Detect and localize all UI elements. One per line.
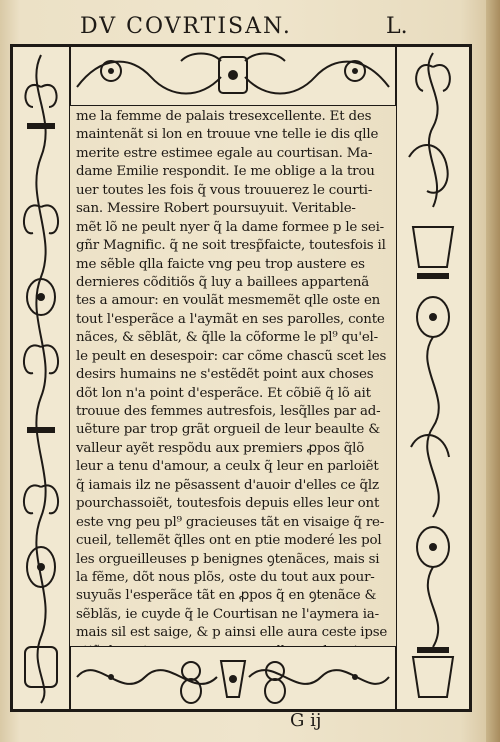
text-line: tes a amour: en voulãt mesmemẽt qlle oste en: [76, 293, 381, 309]
text-line: me sẽble qlla faicte vng peu trop austere es: [76, 256, 365, 272]
text-line: sẽblãs, ie cuyde q̃ le Courtisan ne l'aymera ia-: [76, 606, 379, 622]
top-scroll-ornament: [71, 47, 395, 105]
text-line: desirs humains ne s'estẽdẽt point aux choses: [76, 367, 374, 383]
text-line: leur a tenu d'amour, a ceulx q̃ leur en parloiẽt: [76, 459, 379, 475]
text-line: gñr Magnific. q̃ ne soit tresp̃faicte, toutesfois il: [76, 238, 386, 254]
bottom-putti-ornament: [71, 647, 395, 709]
text-line: uer toutes les fois q̃ vous trouuerez le courti-: [76, 182, 373, 198]
text-line: valleur ayẽt respõdu aux premiers ꝓpos q̃lõ: [76, 440, 365, 456]
running-header: DV COVRTISAN.: [80, 14, 292, 39]
left-vine-ornament: [13, 47, 69, 709]
text-line: merite estre estimee egale au courtisan. Ma-: [76, 145, 373, 161]
text-line: le peult en desespoir: car cõme chascũ scet les: [76, 348, 387, 364]
text-line: uẽture par trop grãt orgueil de leur beaulte &: [76, 422, 380, 438]
text-line: la fẽme, dõt nous plõs, oste du tout aux pour-: [76, 569, 375, 585]
text-line: les orgueilleuses p benignes ꝯtenãces, mais si: [76, 551, 380, 567]
text-line: este vng peu pl⁹ gracieuses tãt en visaige q̃ re-: [76, 514, 385, 530]
text-line: trouue des femmes autresfois, lesq̃lles par ad-: [76, 404, 381, 419]
page-edge: [486, 0, 500, 742]
text-line: cueil, tellemẽt q̃lles ont en ptie moderé les pol: [76, 533, 382, 549]
text-line: mẽt lõ ne peult nyer q̃ la dame formee p le sei-: [76, 219, 384, 235]
body-text: [76, 108, 394, 644]
left-ornamental-border: [12, 46, 70, 710]
text-line: dernieres cõditiõs q̃ luy a baillees appartenã: [76, 274, 370, 290]
text-line: maintenãt si lon en trouue vne telle ie dis qlle: [76, 127, 379, 143]
right-vine-ornament: [397, 47, 469, 709]
folio-number: L.: [386, 14, 408, 39]
top-ornamental-border: [70, 46, 396, 106]
signature-mark: G ij: [290, 710, 322, 731]
text-line: pourchassoiẽt, toutesfois depuis elles leur ont: [76, 496, 380, 512]
text-line: mais sil est saige, & p ainsi elle aura ceste ipse: [76, 625, 388, 641]
text-line: q̃ iamais ilz ne pẽsassent d'auoir d'elles ce q̃lz: [76, 477, 379, 493]
text-line: dõt lon n'a point d'esperãce. Et cõbiẽ q̃ lõ ait: [76, 385, 371, 401]
bottom-ornamental-border: [70, 646, 396, 710]
text-line: san. Messire Robert poursuyuit. Veritable-: [76, 201, 356, 217]
text-line: dame Emilie respondit. Ie me oblige a la trou: [76, 164, 375, 180]
text-line: me la femme de palais tresexcellente. Et des: [76, 109, 372, 124]
text-line: tout l'esperãce a l'aymãt en ses parolles, conte: [76, 311, 385, 327]
text-line: nãces, & sẽblãt, & q̃lle la cõforme le pl⁹ qu'el-: [76, 330, 378, 346]
text-line: suyuãs l'esperãce tãt en ꝓpos q̃ en ꝯtenãce &: [76, 588, 377, 604]
right-ornamental-border: [396, 46, 470, 710]
